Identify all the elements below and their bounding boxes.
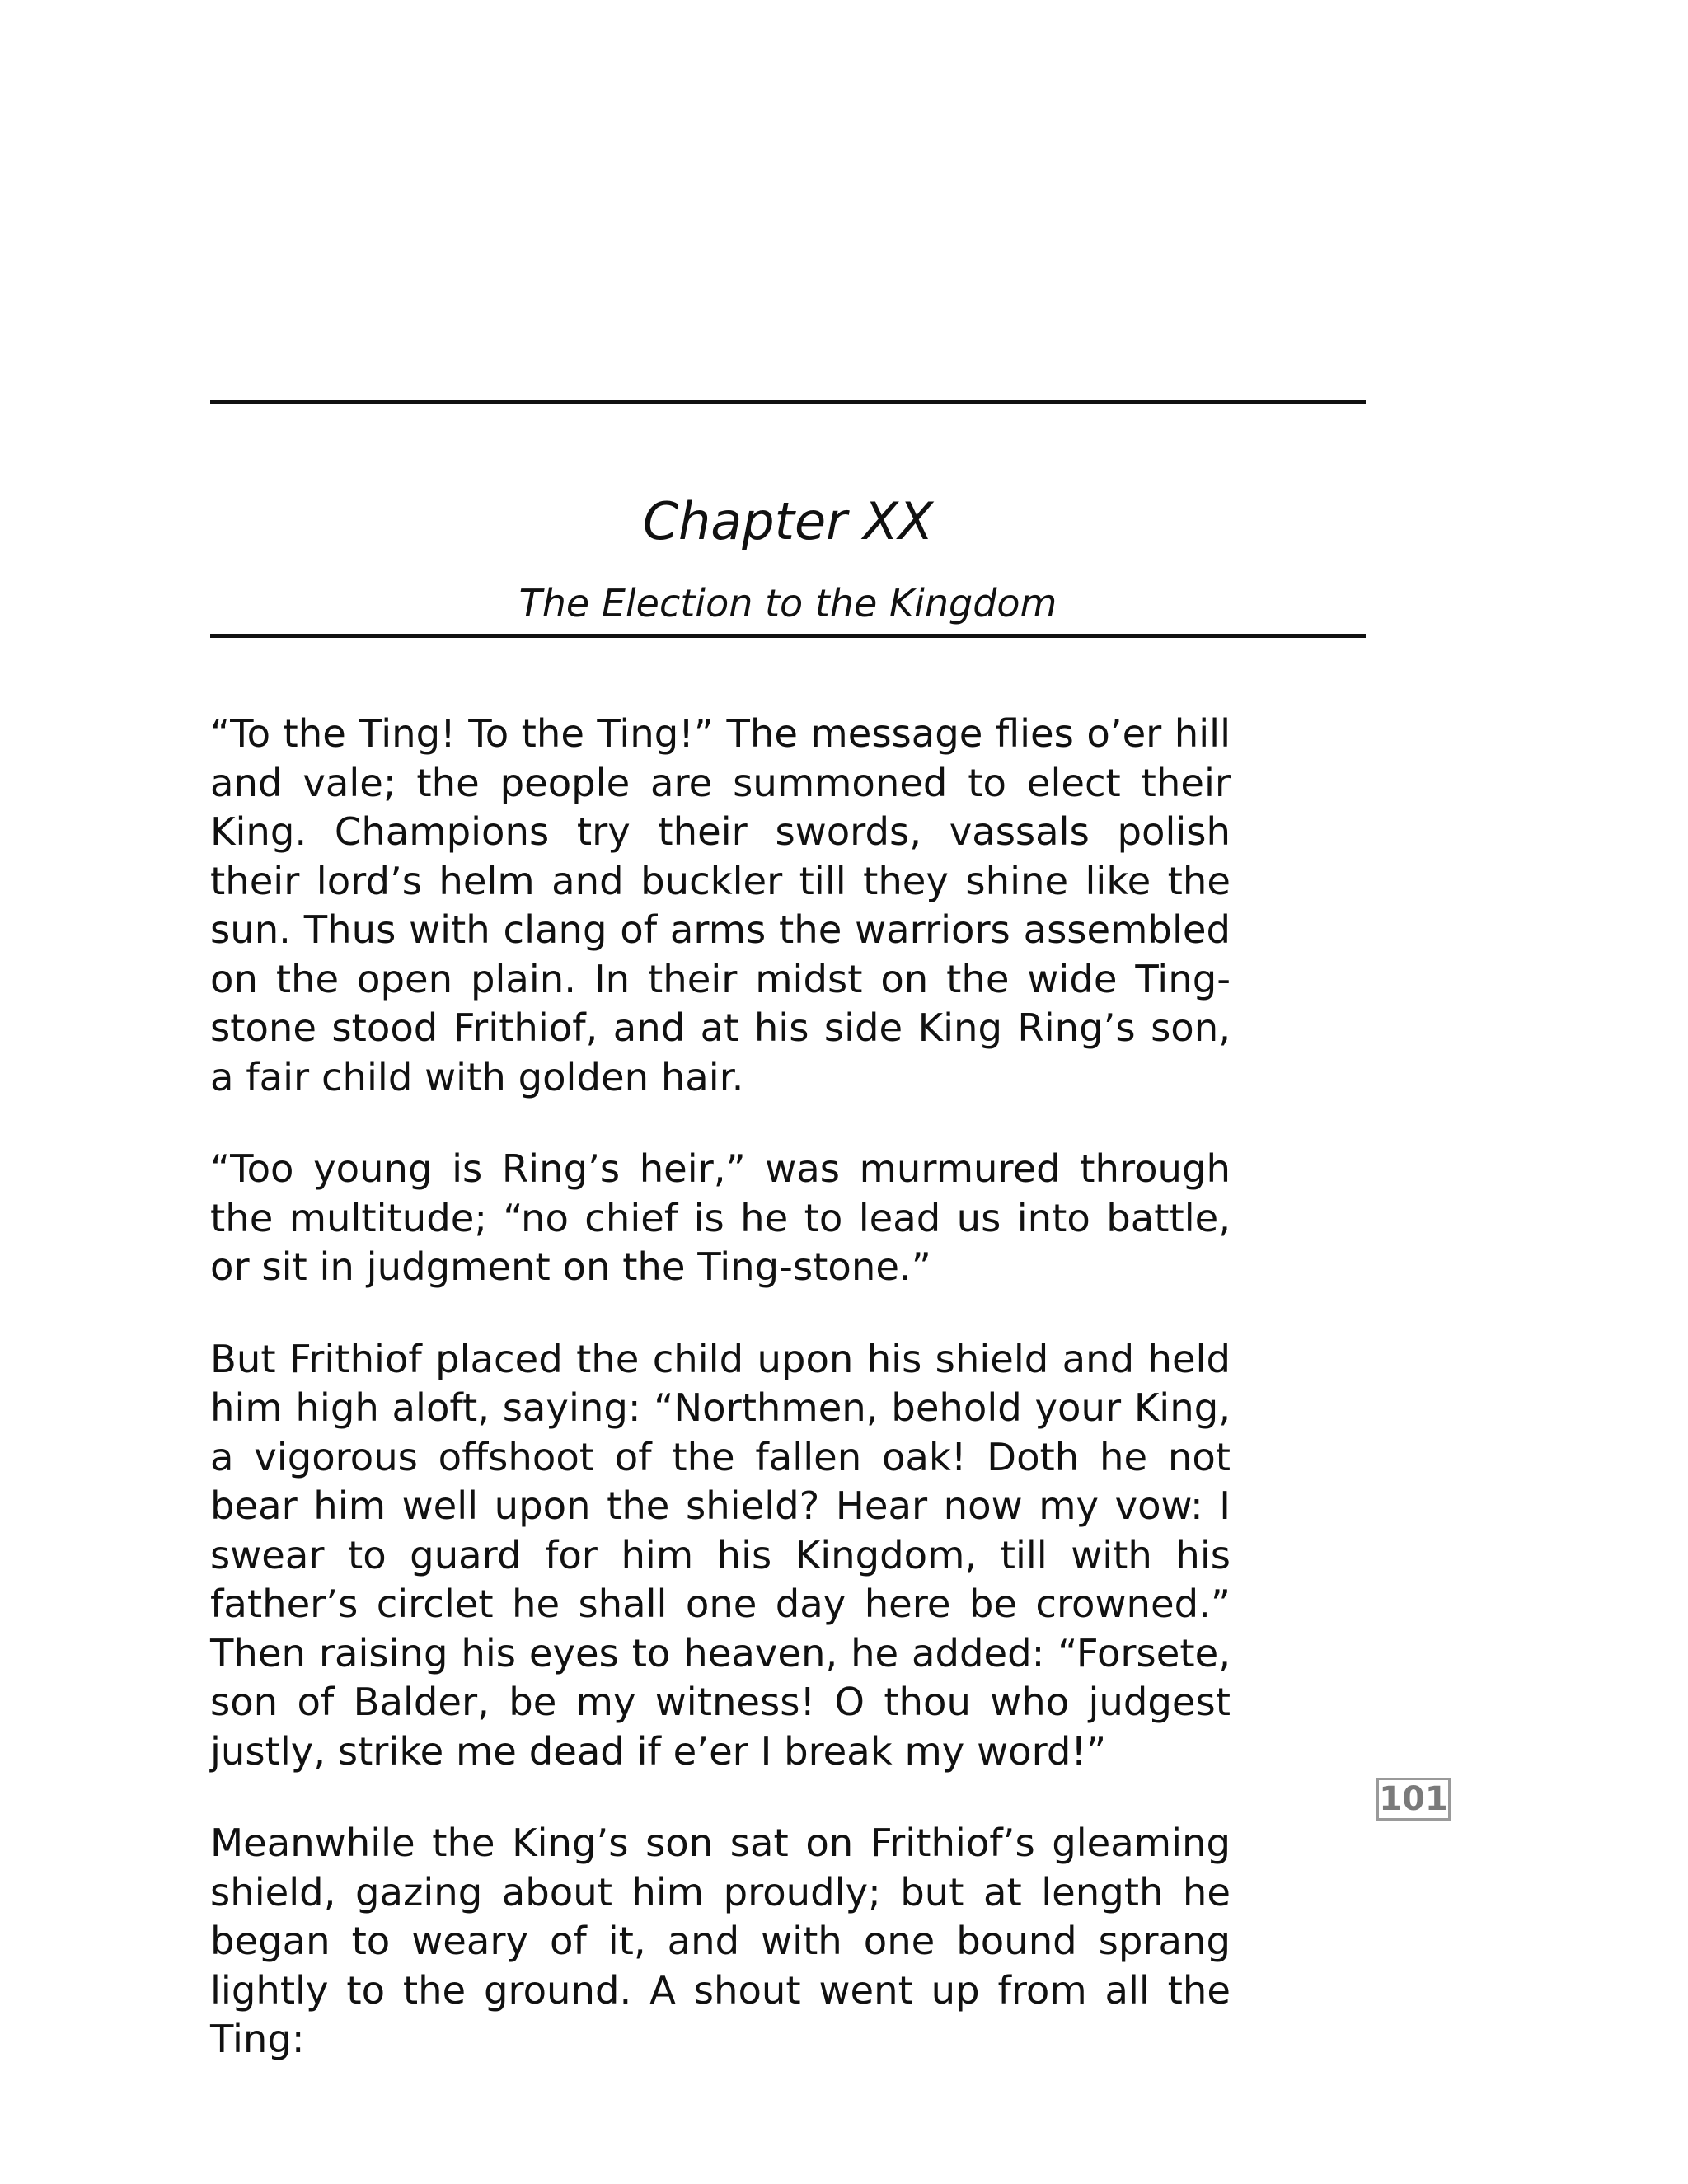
- paragraph: But Frithiof placed the child upon his shield and held him high aloft, saying: “Northmen, behold your King, a vigorous offshoot of the fallen oak! Doth he not bear him well upon the shield? Hear now my vow: I swear to guard for him his Kingdom, till with his father’s circlet he shall one day here be crowned.” Then raising his eyes to heaven, he added: “Forsete, son of Balder, be my witness! O thou who judgest justly, strike me dead if e’er I break my word!”: [210, 1336, 1231, 1774]
- chapter-subtitle: The Election to the Kingdom: [518, 581, 1057, 626]
- chapter-header-top-rule: [210, 400, 1366, 404]
- page-number: 101: [1376, 1778, 1451, 1821]
- chapter-header-bottom-rule: [210, 634, 1366, 638]
- chapter-body: [210, 710, 1231, 2107]
- paragraph: “Too young is Ring’s heir,” was murmured through the multitude; “no chief is he to lead us into battle, or sit in judgment on the Ting-stone.”: [210, 1146, 1231, 1289]
- chapter-title: Chapter XX: [642, 491, 934, 551]
- paragraph: “To the Ting! To the Ting!” The message flies o’er hill and vale; the people are summoned to elect their King. Champions try their swords, vassals polish their lord’s helm and buckler till they shine like the sun. Thus with clang of arms the warriors assembled on the open plain. In their midst on the wide Ting-stone stood Frithiof, and at his side King Ring’s son, a fair child with golden hair.: [210, 711, 1231, 1099]
- paragraph: Meanwhile the King’s son sat on Frithiof’s gleaming shield, gazing about him proudly; but at length he began to weary of it, and with one bound sprang lightly to the ground. A shout went up from all the Ting:: [210, 1821, 1231, 2061]
